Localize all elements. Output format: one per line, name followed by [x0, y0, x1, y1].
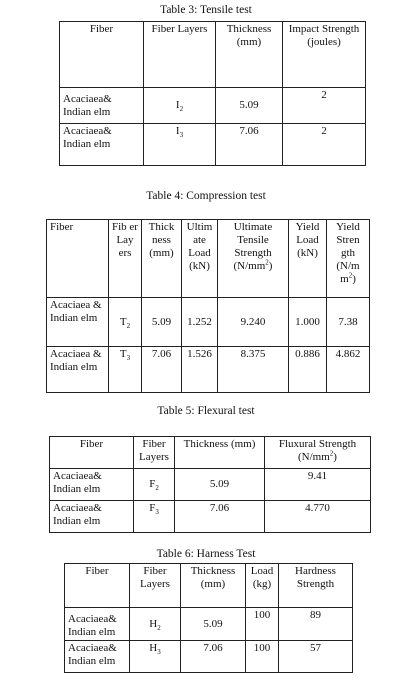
table-row [65, 641, 353, 673]
table6-cell-load: 100 [246, 608, 279, 641]
table4-cell-layer: $T_3$ [109, 347, 142, 393]
table-row [50, 501, 371, 533]
table5-header-layers: Fiber Layers [134, 437, 175, 469]
table4-cell-yield-load: 1.000 [289, 298, 327, 347]
table4-cell-uts: 9.240 [218, 298, 289, 347]
table3-header-layers: Fiber Layers [144, 22, 216, 88]
table5-header-thickness: Thickness (mm) [175, 437, 265, 469]
table5-cell-strength: 4.770 [265, 501, 371, 533]
table5-cell-fiber: Acaciaea& Indian elm [50, 501, 134, 533]
table3-cell-layer: $I_2$ [144, 88, 216, 124]
table4-header-ultimate-load: Ultim ate Load (kN) [182, 220, 218, 298]
table6-cell-fiber: Acaciaea& Indian elm [65, 641, 130, 673]
table6-cell-thickness: 7.06 [181, 641, 246, 673]
table4-cell-uts: 8.375 [218, 347, 289, 393]
table4-cell-fiber: Acaciaea & Indian elm [47, 347, 109, 393]
table6-cell-thickness: 5.09 [181, 608, 246, 641]
table4-cell-ultimate-load: 1.252 [182, 298, 218, 347]
table6-hardness-test [64, 563, 353, 673]
table-row [50, 469, 371, 501]
table5-cell-layer: $F_2$ [134, 469, 175, 501]
table5-cell-layer: $F_3$ [134, 501, 175, 533]
table3-header-fiber: Fiber [60, 22, 144, 88]
table4-header-uts: Ultimate Tensile Strength $(N/mm^2)$ [218, 220, 289, 298]
table3-cell-thickness: 5.09 [216, 88, 283, 124]
table4-compression-test [46, 219, 370, 393]
table4-cell-thickness: 5.09 [142, 298, 182, 347]
table6-header-hardness: Hardness Strength [279, 564, 353, 608]
table4-header-layers: Fib er Lay ers [109, 220, 142, 298]
table5-flexural-test [49, 436, 371, 533]
table3-header-thickness: Thickness (mm) [216, 22, 283, 88]
table4-header-yield-strength: Yield Stren gth (N/m $m^2$) [327, 220, 370, 298]
table4-cell-layer: $T_2$ [109, 298, 142, 347]
table3-tensile-test [59, 21, 366, 166]
table4-cell-yield-strength: 7.38 [327, 298, 370, 347]
table3-caption: Table 3: Tensile test [160, 4, 252, 16]
table-row [47, 347, 370, 393]
table3-cell-thickness: 7.06 [216, 124, 283, 166]
table6-header-row [65, 564, 353, 608]
table5-cell-thickness: 5.09 [175, 469, 265, 501]
table3-cell-fiber: Acaciaea& Indian elm [60, 88, 144, 124]
table3-cell-fiber: Acaciaea& Indian elm [60, 124, 144, 166]
table3-cell-impact: 2 [283, 88, 366, 124]
table5-cell-fiber: Acaciaea& Indian elm [50, 469, 134, 501]
table-row [65, 608, 353, 641]
table3-cell-impact: 2 [283, 124, 366, 166]
table6-header-fiber: Fiber [65, 564, 130, 608]
table5-header-fiber: Fiber [50, 437, 134, 469]
table4-cell-yield-strength: 4.862 [327, 347, 370, 393]
table4-header-fiber: Fiber [47, 220, 109, 298]
table6-header-layers: Fiber Layers [130, 564, 181, 608]
table4-header-row [47, 220, 370, 298]
table6-cell-layer: $H_2$ [130, 608, 181, 641]
table-row [60, 124, 366, 166]
table6-cell-load: 100 [246, 641, 279, 673]
table6-header-thickness: Thickness (mm) [181, 564, 246, 608]
table4-cell-yield-load: 0.886 [289, 347, 327, 393]
table4-header-yield-load: Yield Load (kN) [289, 220, 327, 298]
table5-cell-thickness: 7.06 [175, 501, 265, 533]
table6-caption: Table 6: Harness Test [156, 548, 256, 560]
table4-cell-ultimate-load: 1.526 [182, 347, 218, 393]
table6-cell-hardness: 57 [279, 641, 353, 673]
table4-caption: Table 4: Compression test [146, 190, 266, 202]
table3-header-impact: Impact Strength (joules) [283, 22, 366, 88]
table3-cell-layer: $I_3$ [144, 124, 216, 166]
table6-cell-hardness: 89 [279, 608, 353, 641]
table3-header-row [60, 22, 366, 88]
table4-cell-thickness: 7.06 [142, 347, 182, 393]
table4-cell-fiber: Acaciaea & Indian elm [47, 298, 109, 347]
table6-cell-layer: $H_3$ [130, 641, 181, 673]
table5-cell-strength: 9.41 [265, 469, 371, 501]
table5-caption: Table 5: Flexural test [157, 405, 255, 417]
table5-header-strength: Fluxural Strength $(N/mm^2)$ [265, 437, 371, 469]
table-row [60, 88, 366, 124]
table6-cell-fiber: Acaciaea& Indian elm [65, 608, 130, 641]
table-row [47, 298, 370, 347]
table4-header-thickness: Thick ness (mm) [142, 220, 182, 298]
table5-header-row [50, 437, 371, 469]
table6-header-load: Load (kg) [246, 564, 279, 608]
